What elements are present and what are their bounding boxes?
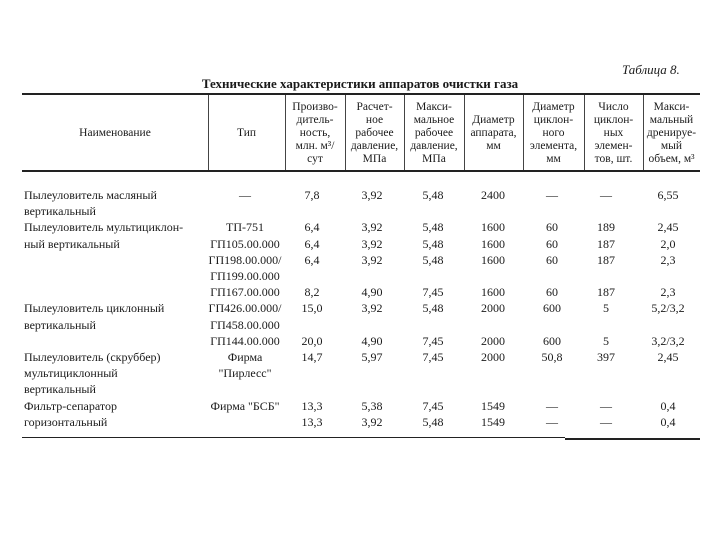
table-cell: 8,2: [304, 285, 320, 300]
table-cell: —: [600, 398, 612, 413]
table-cell: 60: [546, 236, 558, 251]
table-cell: 5: [603, 301, 609, 316]
table-cell: 2,45: [657, 350, 679, 364]
bottom-rule-right: [565, 438, 700, 440]
table-cell: —: [239, 188, 251, 202]
table-cell: 2000: [481, 333, 505, 348]
table-cell: 1549: [481, 398, 505, 413]
table-cell: Пылеуловитель (скруббер): [24, 350, 161, 364]
table-cell: 397: [597, 350, 615, 364]
table-cell: 2400: [481, 188, 505, 202]
table-cell: 13,3: [301, 414, 323, 429]
table-cell: вертикальный: [24, 204, 96, 219]
table-cell: ГП144.00.000: [210, 333, 280, 348]
table-cell: 1600: [481, 236, 505, 251]
table-cell: 6,4: [304, 236, 320, 251]
table-cell: 7,45: [422, 285, 444, 300]
table-cell: Фирма "БСБ": [210, 398, 280, 413]
column-header: Диаметр циклон- ного элемента, мм: [529, 100, 578, 165]
table-cell: 60: [546, 220, 558, 235]
table-cell: 4,90: [361, 333, 383, 348]
table-row: [22, 399, 700, 415]
table-cell: 1600: [481, 285, 505, 300]
table-row: [22, 301, 700, 317]
table-cell: 0,4: [660, 398, 676, 413]
table-cell: 50,8: [541, 350, 563, 364]
table-row: [22, 366, 700, 382]
column-header: Макси- мальный дренируе- мый объем, м³: [646, 100, 697, 165]
table-cell: 5,48: [422, 188, 444, 202]
table-cell: 3,92: [361, 414, 383, 429]
table-cell: 7,45: [422, 333, 444, 348]
table-cell: мультициклонный: [24, 366, 118, 381]
table-cell: 187: [597, 236, 615, 251]
table-cell: Пылеуловитель циклонный: [24, 301, 165, 316]
table-row: [22, 237, 700, 253]
table-cell: 5,2/3,2: [651, 301, 685, 316]
table-cell: 3,2/3,2: [651, 333, 685, 348]
table-cell: 3,92: [361, 236, 383, 251]
table-caption: Таблица 8.: [622, 62, 680, 77]
table-row: [22, 334, 700, 350]
table-cell: 5,97: [361, 350, 383, 364]
table-cell: —: [546, 188, 558, 202]
table-cell: ГП198.00.000/: [208, 252, 282, 267]
table-cell: 3,92: [361, 188, 383, 202]
table-cell: 5,48: [422, 236, 444, 251]
table-cell: —: [600, 188, 612, 202]
table-cell: Фильтр-сепаратор: [24, 398, 117, 413]
table-cell: 5,48: [422, 220, 444, 235]
column-divider: [523, 95, 524, 170]
table-cell: 2,45: [657, 220, 679, 235]
bottom-rule: [22, 437, 565, 438]
table-cell: 6,4: [304, 252, 320, 267]
table-cell: 189: [597, 220, 615, 235]
table-cell: "Пирлесс": [218, 366, 272, 381]
table-title: Технические характеристики аппаратов очистки газа: [201, 76, 519, 91]
table-cell: 187: [597, 285, 615, 300]
table-cell: 7,8: [304, 188, 320, 202]
table-cell: 4,90: [361, 285, 383, 300]
table-cell: Пылеуловитель мультициклон-: [24, 220, 184, 235]
table-cell: —: [546, 398, 558, 413]
table-cell: 13,3: [301, 398, 323, 413]
table-cell: 1600: [481, 220, 505, 235]
table-row: [22, 204, 700, 220]
table-cell: 6,55: [657, 188, 679, 202]
table-cell: 1549: [481, 414, 505, 429]
table-cell: 7,45: [422, 350, 444, 364]
table-cell: 600: [543, 333, 561, 348]
table-cell: Фирма: [227, 350, 263, 364]
table-row: [22, 285, 700, 301]
table-cell: горизонтальный: [24, 414, 108, 429]
table-row: [22, 350, 700, 366]
table-cell: 3,92: [361, 301, 383, 316]
table-cell: ГП167.00.000: [210, 285, 280, 300]
column-header: Макси- мальное рабочее давление, МПа: [410, 100, 458, 165]
table-cell: вертикальный: [24, 382, 96, 397]
table-cell: 14,7: [301, 350, 323, 364]
table-cell: 7,45: [422, 398, 444, 413]
table-cell: ГП105.00.000: [210, 236, 280, 251]
table-cell: 600: [543, 301, 561, 316]
table-cell: 2,3: [660, 252, 676, 267]
table-cell: ГП426.00.000/: [208, 301, 282, 316]
table-cell: 2000: [481, 301, 505, 316]
table-row: [22, 382, 700, 398]
column-divider: [208, 95, 209, 170]
table-row: [22, 318, 700, 334]
column-divider: [464, 95, 465, 170]
table-cell: 6,4: [304, 220, 320, 235]
table-row: [22, 269, 700, 285]
table-cell: 2000: [481, 350, 505, 364]
table-cell: 15,0: [301, 301, 323, 316]
column-divider: [584, 95, 585, 170]
table-cell: 2,0: [660, 236, 676, 251]
column-header: Произво- дитель- ность, млн. м³/ сут: [292, 100, 338, 165]
table-cell: 3,92: [361, 252, 383, 267]
column-header: Число циклон- ных элемен- тов, шт.: [593, 100, 634, 165]
column-header: Тип: [236, 126, 257, 139]
table-cell: Пылеуловитель масляный: [24, 188, 157, 202]
table-cell: 5,48: [422, 414, 444, 429]
table-cell: ГП458.00.000: [210, 317, 280, 332]
table-row: [22, 415, 700, 431]
table-cell: 60: [546, 252, 558, 267]
table-cell: 3,92: [361, 220, 383, 235]
table-cell: 5: [603, 333, 609, 348]
table-cell: 1600: [481, 252, 505, 267]
table-cell: —: [546, 414, 558, 429]
table-cell: 20,0: [301, 333, 323, 348]
table-cell: ГП199.00.000: [210, 269, 280, 283]
table-cell: 5,48: [422, 301, 444, 316]
specs-table: [22, 93, 700, 439]
column-divider: [285, 95, 286, 170]
column-header: Расчет- ное рабочее давление, МПа: [350, 100, 399, 165]
table-row: [22, 253, 700, 269]
column-header: Наименование: [79, 126, 151, 139]
column-divider: [345, 95, 346, 170]
table-cell: 2,3: [660, 285, 676, 300]
table-cell: 5,48: [422, 252, 444, 267]
column-divider: [643, 95, 644, 170]
table-cell: 0,4: [660, 414, 676, 429]
table-cell: 5,38: [361, 398, 383, 413]
table-cell: ный вертикальный: [24, 236, 120, 251]
table-row: [22, 220, 700, 236]
table-cell: 187: [597, 252, 615, 267]
table-cell: вертикальный: [24, 317, 96, 332]
table-cell: —: [600, 414, 612, 429]
table-row: [22, 188, 700, 204]
column-header: Диаметр аппарата, мм: [470, 113, 517, 152]
column-divider: [404, 95, 405, 170]
table-cell: ТП-751: [226, 220, 264, 235]
table-cell: 60: [546, 285, 558, 300]
